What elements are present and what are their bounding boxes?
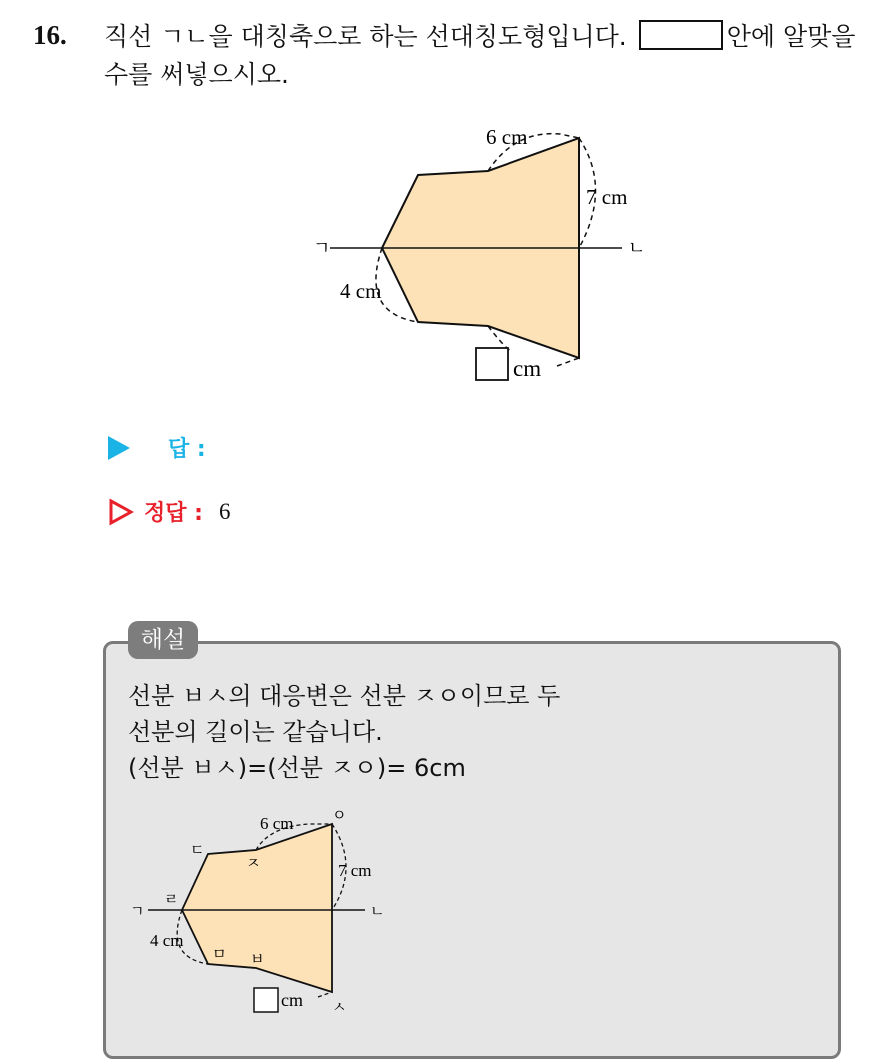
axis-label-start: ㄱ: [313, 238, 331, 259]
exp-point-o: ㅇ: [332, 806, 347, 824]
exp-figure-blank-box: [254, 988, 278, 1012]
question-text-part1: 직선 ㄱㄴ을 대칭축으로 하는 선대칭도형입니다.: [104, 22, 627, 51]
outline-triangle-icon: [108, 498, 134, 526]
label-left-length: 4 cm: [340, 279, 382, 303]
correct-answer-value: 6: [218, 498, 231, 524]
exp-point-j: ㅈ: [246, 854, 261, 872]
exp-label-top-length: 6 cm: [260, 814, 294, 833]
explanation-text: [128, 678, 560, 786]
explanation-figure: [120, 802, 410, 1027]
exp-point-g: ㄱ: [130, 902, 145, 920]
play-triangle-icon: [108, 436, 130, 460]
exp-dashed-arc-bottom-right: [318, 992, 332, 997]
answer-blank-box: [639, 20, 723, 50]
question-number: 16.: [33, 20, 67, 50]
exp-point-n: ㄴ: [370, 902, 385, 920]
exp-label-right-length: 7 cm: [338, 861, 372, 880]
correct-answer-row: [108, 496, 230, 527]
figure-blank-box: [476, 348, 508, 380]
exp-label-left-length: 4 cm: [150, 931, 184, 950]
exp-point-d: ㄷ: [190, 841, 205, 859]
explanation-line-3: (선분 ㅂㅅ)=(선분 ㅈㅇ)= 6cm: [128, 754, 466, 782]
question-text: [104, 18, 874, 94]
answer-label: 답 :: [168, 437, 206, 462]
question-text-line2: 수를 써넣으시오.: [104, 60, 289, 89]
dashed-arc-bottom-right: [557, 358, 579, 366]
label-bottom-unit: cm: [513, 356, 542, 381]
exp-point-s: ㅅ: [332, 998, 347, 1016]
question-text-part2: 안에 알맞을: [726, 22, 856, 51]
exp-label-bottom-unit: cm: [281, 990, 303, 1010]
exp-point-m: ㅁ: [212, 945, 227, 963]
label-right-length: 7 cm: [586, 185, 628, 209]
symmetric-figure: [300, 118, 660, 388]
explanation-tag: 해설: [128, 621, 198, 659]
axis-label-end: ㄴ: [628, 238, 646, 259]
exp-point-r: ㄹ: [164, 890, 179, 908]
explanation-line-1: 선분 ㅂㅅ의 대응변은 선분 ㅈㅇ이므로 두: [128, 682, 561, 710]
answer-row: [108, 432, 206, 463]
exp-point-b: ㅂ: [250, 950, 265, 968]
label-top-length: 6 cm: [486, 125, 528, 149]
explanation-line-2: 선분의 길이는 같습니다.: [128, 718, 383, 746]
correct-answer-label: 정답 :: [144, 501, 203, 526]
